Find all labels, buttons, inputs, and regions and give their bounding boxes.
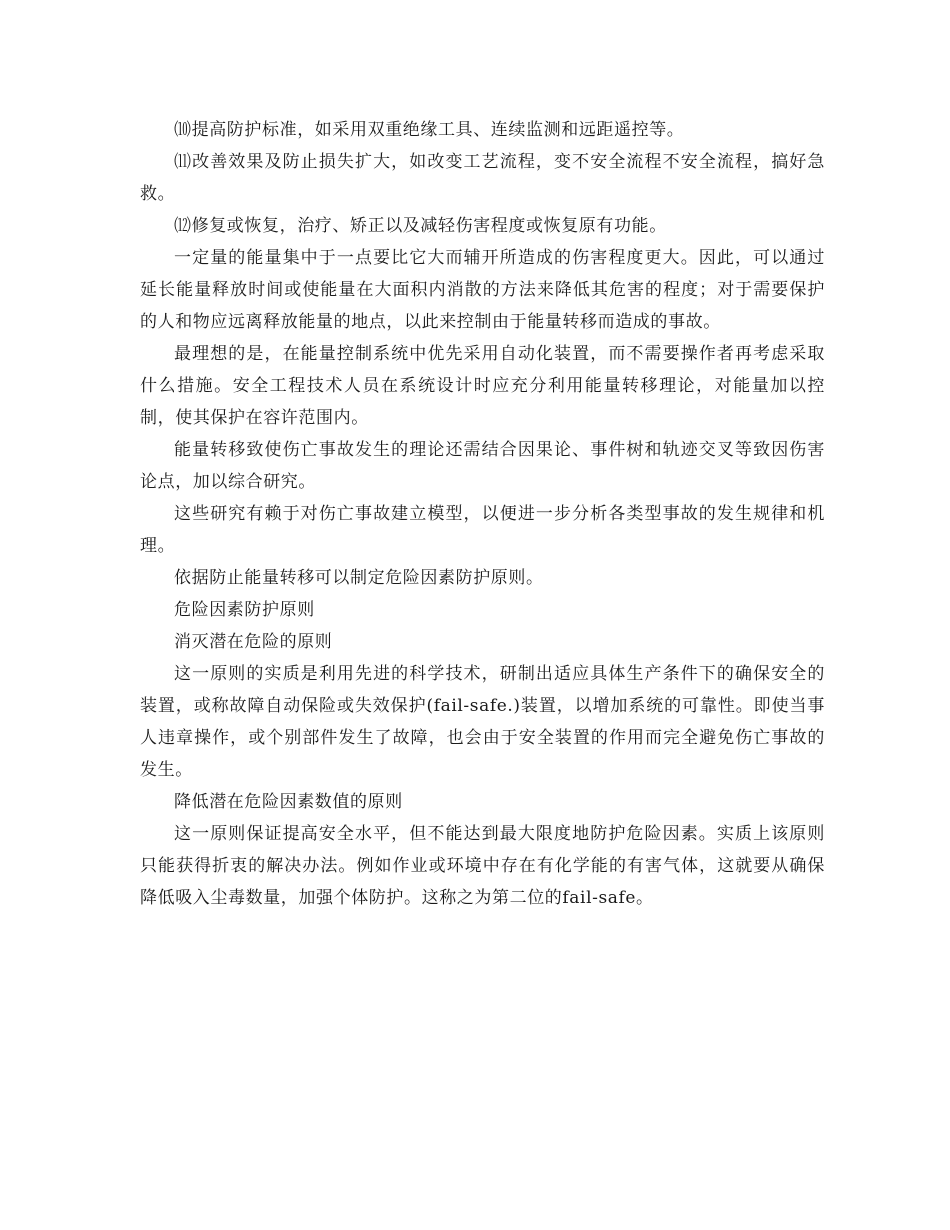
subheading-eliminate-hazard: 消灭潜在危险的原则 xyxy=(174,632,333,652)
paragraph-fail-safe: 这一原则的实质是利用先进的科学技术，研制出适应具体生产条件下的确保安全的装置，或称故障自动保险或失效保护(fail-safe.)装置，以增加系统的可靠性。即使当事人违章操作，或个别部件发生了故障，也会由于安全装置的作用而完全避免伤亡事故的发生。 xyxy=(140,664,825,780)
document-body xyxy=(140,114,825,914)
paragraph-second-fail-safe: 这一原则保证提高安全水平，但不能达到最大限度地防护危险因素。实质上该原则只能获得折衷的解决办法。例如作业或环境中存在有化学能的有害气体，这就要从确保降低吸入尘毒数量，加强个体防护。这称之为第二位的fail-safe。 xyxy=(140,824,825,908)
paragraph-automation: 最理想的是，在能量控制系统中优先采用自动化装置，而不需要操作者再考虑采取什么措施。安全工程技术人员在系统设计时应充分利用能量转移理论，对能量加以控制，使其保护在容许范围内。 xyxy=(140,344,825,428)
paragraph-modeling: 这些研究有赖于对伤亡事故建立模型，以便进一步分析各类型事故的发生规律和机理。 xyxy=(140,504,825,556)
paragraph-principle-basis: 依据防止能量转移可以制定危险因素防护原则。 xyxy=(174,568,544,588)
paragraph-energy-concentration: 一定量的能量集中于一点要比它大而辅开所造成的伤害程度更大。因此，可以通过延长能量释放时间或使能量在大面积内消散的方法来降低其危害的程度；对于需要保护的人和物应远离释放能量的地点，以此来控制由于能量转移而造成的事故。 xyxy=(140,248,825,332)
paragraph-item-10: ⑽提高防护标准，如采用双重绝缘工具、连续监测和远距遥控等。 xyxy=(174,120,685,140)
paragraph-item-11: ⑾改善效果及防止损失扩大，如改变工艺流程，变不安全流程不安全流程，搞好急救。 xyxy=(140,152,825,204)
paragraph-combined-theory: 能量转移致使伤亡事故发生的理论还需结合因果论、事件树和轨迹交叉等致因伤害论点，加以综合研究。 xyxy=(140,440,825,492)
subheading-reduce-hazard: 降低潜在危险因素数值的原则 xyxy=(174,792,403,812)
section-heading-protection-principles: 危险因素防护原则 xyxy=(174,600,315,620)
paragraph-item-12: ⑿修复或恢复，治疗、矫正以及减轻伤害程度或恢复原有功能。 xyxy=(174,216,667,236)
